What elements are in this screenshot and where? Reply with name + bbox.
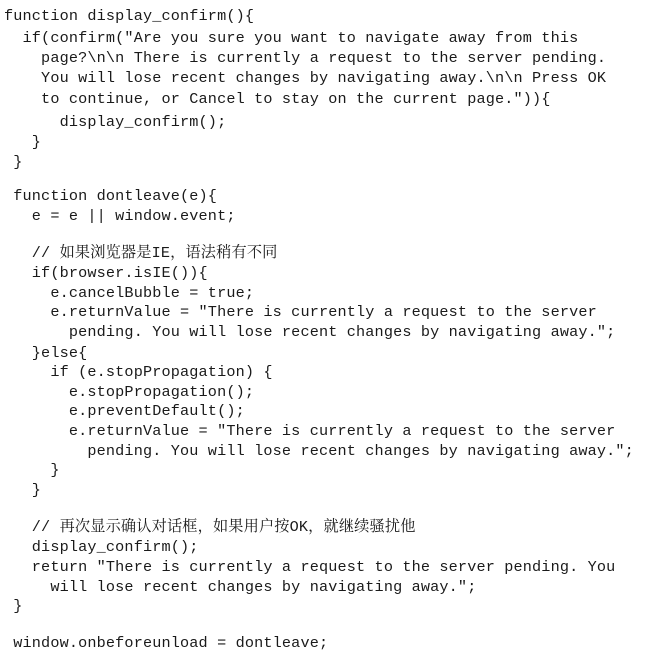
code-line: e.returnValue = "There is currently a request to the server <box>4 303 597 321</box>
code-comment: // 如果浏览器是IE，语法稍有不同 <box>4 244 278 262</box>
code-line: window.onbeforeunload = dontleave; <box>4 634 329 652</box>
code-comment: // 再次显示确认对话框，如果用户按OK，就继续骚扰他 <box>4 518 416 536</box>
code-line: e.preventDefault(); <box>4 402 245 420</box>
code-line: } <box>4 153 23 171</box>
code-line: }else{ <box>4 344 88 362</box>
code-line: pending. You will lose recent changes by navigating away."; <box>4 323 616 341</box>
code-line: e.returnValue = "There is currently a request to the server <box>4 422 616 440</box>
code-line: will lose recent changes by navigating away."; <box>4 578 477 596</box>
code-line: to continue, or Cancel to stay on the current page.")){ <box>4 90 551 108</box>
code-line: You will lose recent changes by navigating away.\n\n Press OK <box>4 69 607 87</box>
code-line: display_confirm(); <box>4 113 227 131</box>
code-line: if (e.stopPropagation) { <box>4 363 273 381</box>
code-line: } <box>4 481 42 499</box>
code-line: e.stopPropagation(); <box>4 383 255 401</box>
code-line: if(browser.isIE()){ <box>4 264 208 282</box>
code-line: pending. You will lose recent changes by navigating away."; <box>4 442 634 460</box>
code-line: page?\n\n There is currently a request to the server pending. <box>4 49 607 67</box>
code-line: } <box>4 133 42 151</box>
code-line: } <box>4 461 60 479</box>
code-line: function dontleave(e){ <box>4 187 218 205</box>
code-line: return "There is currently a request to the server pending. You <box>4 558 616 576</box>
code-line: } <box>4 597 23 615</box>
code-line: e.cancelBubble = true; <box>4 284 255 302</box>
code-line: if(confirm("Are you sure you want to navigate away from this <box>4 29 579 47</box>
code-line: display_confirm(); <box>4 538 199 556</box>
code-line: function display_confirm(){ <box>4 7 255 25</box>
code-line: e = e || window.event; <box>4 207 236 225</box>
